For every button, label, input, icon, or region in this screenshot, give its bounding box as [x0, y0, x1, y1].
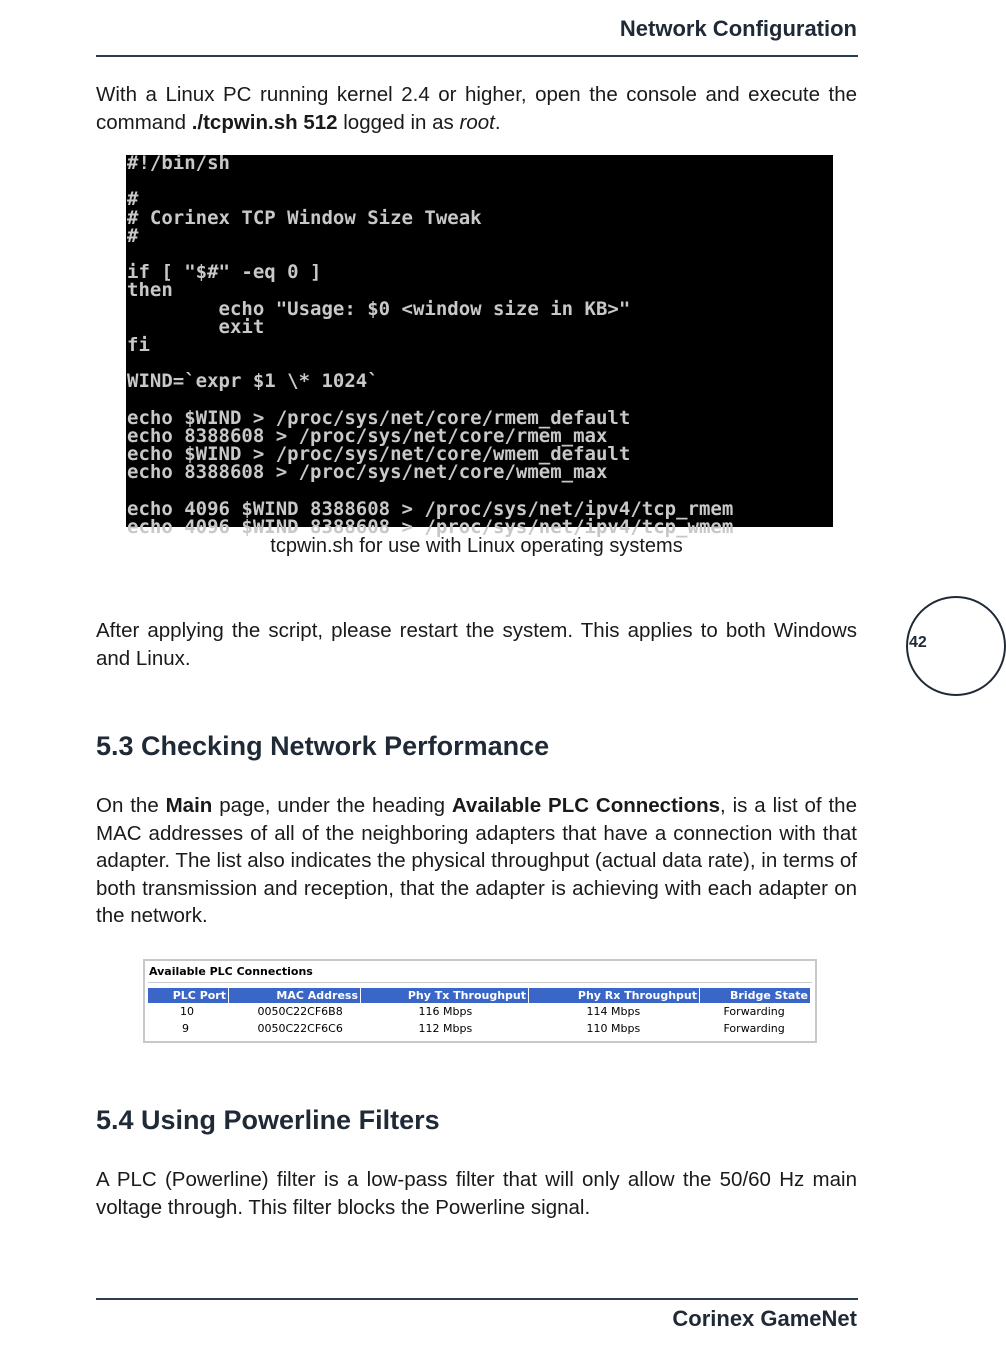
plc-header-port: PLC Port: [148, 988, 229, 1003]
plc-title-divider: [148, 982, 812, 983]
console-script-text: #!/bin/sh # # Corinex TCP Window Size Tweak # if [ "$#" -eq 0 ] then echo "Usage: $0 <window size in KB>" exit fi WIND=`expr $1 \* 1024` echo $WIND > /proc/sys/net/core/rmem_default echo 8388608 > /proc/sys/net/core/rmem_max echo $WIND > /proc/sys/net/core/wmem_default echo 8388608 > /proc/sys/net/core/wmem_max echo 4096 $WIND 8388608 > /proc/sys/net/ipv4/tcp_rmem echo 4096 $WIND 8388608 > /proc/sys/net/ipv4/tcp_wmem: [127, 152, 734, 539]
header-rule: [96, 55, 858, 57]
page-number: 42: [909, 634, 927, 651]
section-heading-5-4: 5.4 Using Powerline Filters: [96, 1105, 440, 1135]
plc-connections-table: [148, 988, 810, 1037]
root-user-text: root: [459, 110, 495, 134]
plc-header-mac: MAC Address: [229, 988, 361, 1003]
running-footer: Corinex GameNet: [672, 1306, 857, 1331]
plc-table-header-row: [148, 988, 810, 1003]
figure-caption: tcpwin.sh for use with Linux operating systems: [270, 535, 683, 557]
section-5-3-paragraph: On the Main page, under the heading Available PLC Connections, is a list of the MAC addresses of all of the neighboring adapters that have a connection with that adapter. The list also indicates the physical throughput (actual data rate), in terms of both transmission and reception, that the adapter is achieving with each adapter on the network.: [96, 794, 857, 927]
section-5-4-paragraph: A PLC (Powerline) filter is a low-pass filter that will only allow the 50/60 Hz main voltage through. This filter blocks the Powerline signal.: [96, 1168, 857, 1219]
section-heading-5-3: 5.3 Checking Network Performance: [96, 731, 550, 761]
plc-header-tx: Phy Tx Throughput: [361, 988, 529, 1003]
plc-table-title: Available PLC Connections: [149, 965, 313, 978]
footer-rule: [96, 1298, 858, 1300]
running-header: Network Configuration: [619, 16, 857, 41]
plc-header-bridge: Bridge State: [700, 988, 811, 1003]
table-row: 9 0050C22CF6C6 112 Mbps 110 Mbps Forwarding: [182, 1022, 785, 1035]
console-screenshot: [126, 152, 833, 539]
table-row: 10 0050C22CF6B8 116 Mbps 114 Mbps Forwarding: [180, 1005, 785, 1018]
plc-connections-screenshot: [143, 959, 817, 1043]
command-text: ./tcpwin.sh 512: [191, 110, 338, 134]
restart-paragraph: After applying the script, please restart the system. This applies to both Windows and Linux.: [96, 619, 857, 670]
intro-paragraph: With a Linux PC running kernel 2.4 or higher, open the console and execute the command ./tcpwin.sh 512 logged in as root.: [96, 83, 857, 134]
plc-header-rx: Phy Rx Throughput: [529, 988, 700, 1003]
